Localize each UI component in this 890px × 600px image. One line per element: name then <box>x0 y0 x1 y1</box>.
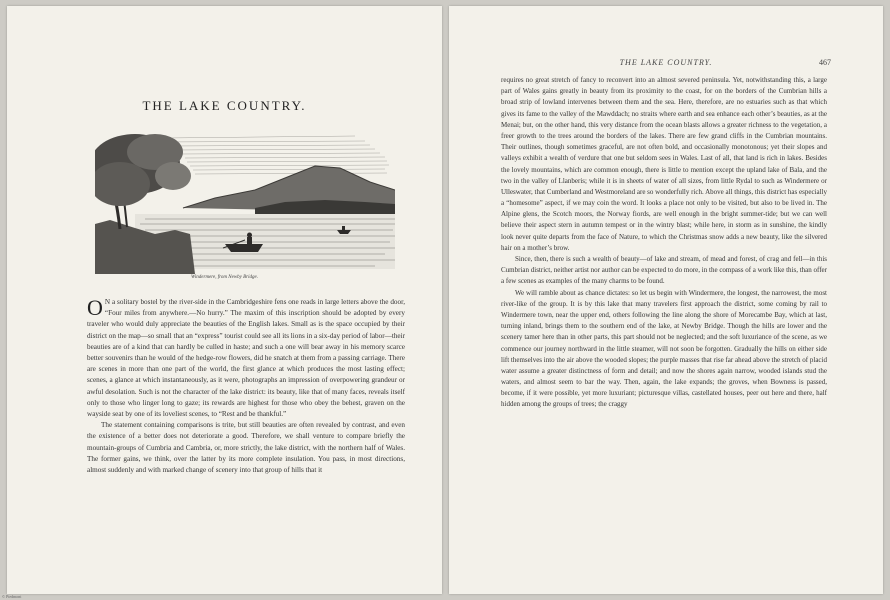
left-page <box>7 6 442 594</box>
left-body-text <box>87 297 405 476</box>
paragraph-text: N a solitary bostel by the river-side in the Cambridgeshire fens one reads in large letters above the door, “Four miles from anywhere.—No hurry.” The maxim of this inscription should be adopted by every traveler who would duly appreciate the beauties of the English lakes. Small as is the space occupied by their district on the map—so small that an “express” tourist could see all its lions in a six-day period of labor—their beauties are of a kind that can hardly be culled in haste; and such a one will bear away in his memory scarce better souvenirs than he would of the hedge-row flowers, did he snatch at them from a passing carriage. There are scenes in more than one part of the world, the first glance at which produces the most lasting effect; scenes, a glance at which instantaneously, as it were, photographs an impression of overpowering grandeur or awful desolation. Such is not the character of the lake district: its beauty, like that of many faces, reveals itself only to those who linger long to gaze; its rewards are highest for those who obey the behest, graven on the wayside seat by one of its loveliest scenes, to “Rest and be thankful.” <box>87 298 405 419</box>
left-paragraph-1 <box>87 297 405 420</box>
image-caption: Windermere, from Newby Bridge. <box>191 275 258 280</box>
windermere-engraving <box>95 124 395 274</box>
corner-mark: © Piedmont <box>2 594 22 599</box>
page-number: 467 <box>819 58 831 67</box>
right-paragraph-2: Since, then, there is such a wealth of beauty—of lake and stream, of mead and forest, of crag and fell—in this Cumbrian district, neither artist nor author can be expected to do more, in the compass of a work like this, than offer a few scenes as examples of the many charms to be found. <box>501 255 827 286</box>
right-paragraph-1: requires no great stretch of fancy to reconvert into an almost severed peninsula. Yet, notwithstanding this, a large part of Wales gains greatly in beauty from its proximity to the coast, for on the borders of the Cumbrian hills a broad strip of lowland intervenes between them and the sea. Here, therefore, are no estuaries such as that which gives its fame to the valley of the Mawddach; no straits where earth and sea enhance each other’s beauties, as at the Menai; but, on the other hand, this very distance from the ocean blasts allows a greater richness to the vegetation, a freer growth to the trees around the borders of the lakes. There are few grand cliffs in the Cumbrian mountains. Their outlines, though sometimes graceful, are not often bold, and occasionally monotonous; yet their slopes and valleys exhibit a wealth of verdure that one but seldom sees in Wales. Last of all, that land is rich in lakes. Besides the lovely mountains, which are common enough, there is little to mention except the upland lake of Bala, and the two in the valley of Llanberis; while it is in sheets of water of all sizes, from little Rydal to such as Windermere or Ulleswater, that Cumberland and Westmoreland are so wonderfully rich. Above all things, this district has especially a “homesome” aspect, if we may coin the word. It looks a place not only to be visited, but also to be lived in. The Alpine glens, the Scotch moors, the Norway fiords, are well enough in the bright summer-tide; but we can well believe their aspect stern in autumn tempest or in the wintry blast; while here, in storm as in sunshine, the kindly look never quite departs from the face of Nature, to which the Christmas snow adds a new beauty, like the silvered hair on a mother’s brow. <box>501 76 828 252</box>
right-body-text <box>501 75 827 411</box>
right-page <box>449 6 883 594</box>
right-paragraph-3: We will ramble about as chance dictates: so let us begin with Windermere, the longest, the narrowest, the most river-like of the group. It is by this lake that many travelers first approach the district, some coming by rail to Windermere town, near the upper end, others following the line along the shore of Morecambe Bay, which at last, turning inland, brings them to the southern end of the lake, at Newby Bridge. Though the hills are lower and the scenery tamer here than in other parts, this part should not be neglected; and the soft luxuriance of the scene, as we commence our journey northward in the little steamer, will not soon be forgotten. Gradually the hills on either side lift themselves into the air above the wooded slopes; the purple masses that rise far ahead above the stretch of placid water assume a greater distinctness of form and detail; and now the shores again narrow, wooded islands stud the waters, and almost seem to bar the way. Then, again, the lake expands; the groves, when Bowness is passed, become, if it were possible, yet more luxuriant; picturesque villas, castellated houses, peer out here and there, half hidden among the groups of trees; the craggy <box>501 288 827 409</box>
dropcap-letter: O <box>87 295 103 320</box>
chapter-title: THE LAKE COUNTRY. <box>142 98 307 113</box>
running-head: THE LAKE COUNTRY. <box>619 58 713 67</box>
left-paragraph-2: The statement containing comparisons is trite, but still beauties are often revealed by contrast, and even the existence of a better does not deteriorate a good. Therefore, we shall venture to compare briefly the mountain-groups of Cumbria and Cambria, or, more strictly, the lake district, with the northern half of Wales. The former gains, we think, over the latter by its more complete insulation. You pass, in most directions, almost suddenly and with marked change of scenery into that group of hills that it <box>87 421 405 475</box>
